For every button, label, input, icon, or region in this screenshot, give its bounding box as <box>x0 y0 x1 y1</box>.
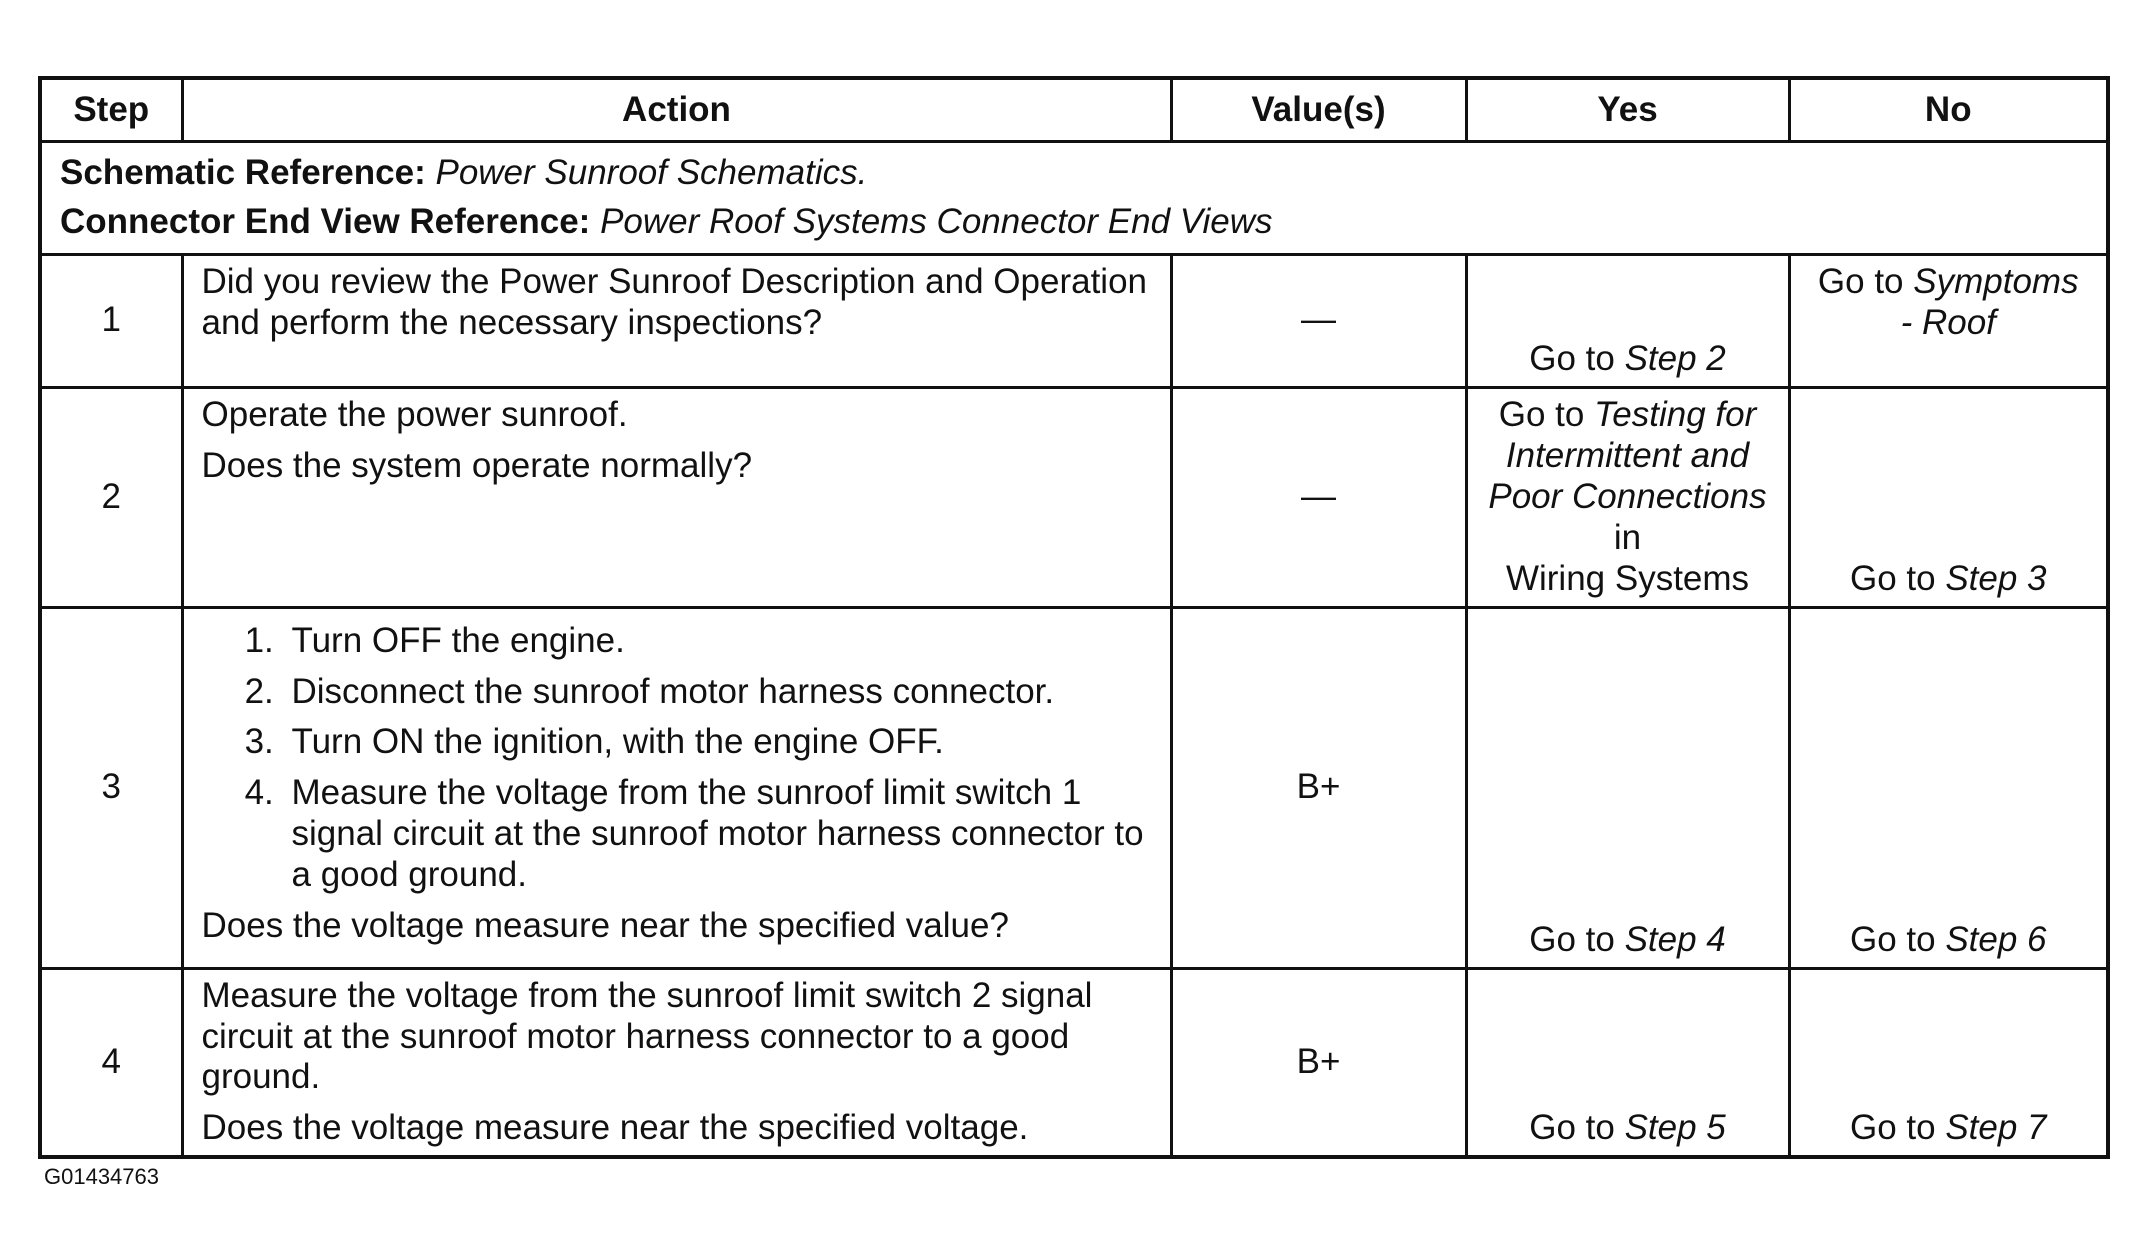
step-number: 1 <box>40 254 182 387</box>
figure-id: G01434763 <box>44 1164 159 1189</box>
action-cell <box>182 387 1171 607</box>
action-cell <box>182 968 1171 1157</box>
yes-prefix: Go to <box>1498 394 1585 434</box>
schematic-reference-label: Schematic Reference: <box>60 153 426 192</box>
yes-link[interactable]: Testing for Intermittent and Poor Connections <box>1488 394 1767 516</box>
yes-suffix: Wiring Systems <box>1505 558 1750 598</box>
reference-row <box>40 142 2108 255</box>
action-cell <box>182 607 1171 968</box>
list-item: 3. Turn ON the ignition, with the engine OFF. <box>284 722 1152 763</box>
connector-reference <box>60 198 2088 247</box>
step-number: 4 <box>40 968 182 1157</box>
yes-link[interactable]: Step 5 <box>1624 1108 1726 1148</box>
yes-prefix: Go to <box>1529 338 1615 378</box>
yes-link[interactable]: Step 4 <box>1624 919 1726 959</box>
header-no: No <box>1789 78 2108 142</box>
diagnostic-table-container <box>38 76 2106 1159</box>
value-cell: — <box>1171 254 1466 387</box>
no-prefix: Go to <box>1849 919 1936 959</box>
header-row <box>40 78 2108 142</box>
yes-cell <box>1466 968 1789 1157</box>
yes-prefix: Go to <box>1529 1108 1615 1148</box>
no-link[interactable]: Symptoms - Roof <box>1900 261 2079 342</box>
schematic-reference-link[interactable]: Power Sunroof Schematics. <box>435 153 868 192</box>
header-yes: Yes <box>1466 78 1789 142</box>
table-row <box>40 254 2108 387</box>
header-step: Step <box>40 78 182 142</box>
table-row <box>40 607 2108 968</box>
list-item: 2. Disconnect the sunroof motor harness connector. <box>284 672 1152 713</box>
action-question: Does the voltage measure near the specified voltage. <box>201 1108 1029 1148</box>
no-cell <box>1789 607 2108 968</box>
no-cell <box>1789 387 2108 607</box>
schematic-reference <box>60 149 2088 198</box>
list-item: 1. Turn OFF the engine. <box>284 621 1152 662</box>
yes-prefix: Go to <box>1529 919 1615 959</box>
list-item: 4. Measure the voltage from the sunroof limit switch 1 signal circuit at the sunroof motor harness connector to a good ground. <box>284 773 1152 896</box>
header-values: Value(s) <box>1171 78 1466 142</box>
yes-cell <box>1466 607 1789 968</box>
value-cell: — <box>1171 387 1466 607</box>
yes-mid: in <box>1613 517 1642 557</box>
no-link[interactable]: Step 7 <box>1945 1108 2047 1148</box>
action-text: Measure the voltage from the sunroof limit switch 2 signal circuit at the sunroof motor harness connector to a good ground. <box>201 975 1093 1097</box>
action-text: Operate the power sunroof. <box>201 394 628 434</box>
no-cell <box>1789 254 2108 387</box>
no-link[interactable]: Step 6 <box>1945 919 2047 959</box>
yes-link[interactable]: Step 2 <box>1624 338 1726 378</box>
action-text: Did you review the Power Sunroof Description and Operation and perform the necessary inspections? <box>201 261 1147 342</box>
action-cell <box>182 254 1171 387</box>
connector-reference-label: Connector End View Reference: <box>60 201 591 241</box>
connector-reference-link[interactable]: Power Roof Systems Connector End Views <box>600 201 1273 241</box>
step-number: 2 <box>40 387 182 607</box>
table-row <box>40 387 2108 607</box>
table-row <box>40 968 2108 1157</box>
no-cell <box>1789 968 2108 1157</box>
value-cell: B+ <box>1171 968 1466 1157</box>
yes-cell <box>1466 387 1789 607</box>
action-question: Does the voltage measure near the specified value? <box>201 906 1009 946</box>
action-question: Does the system operate normally? <box>201 445 753 485</box>
action-list <box>202 621 1152 897</box>
no-prefix: Go to <box>1817 261 1904 301</box>
no-prefix: Go to <box>1849 1108 1936 1148</box>
yes-cell <box>1466 254 1789 387</box>
step-number: 3 <box>40 607 182 968</box>
diagnostic-table <box>38 76 2110 1159</box>
no-prefix: Go to <box>1849 558 1936 598</box>
no-link[interactable]: Step 3 <box>1945 558 2047 598</box>
header-action: Action <box>182 78 1171 142</box>
reference-cell <box>40 142 2108 255</box>
value-cell: B+ <box>1171 607 1466 968</box>
